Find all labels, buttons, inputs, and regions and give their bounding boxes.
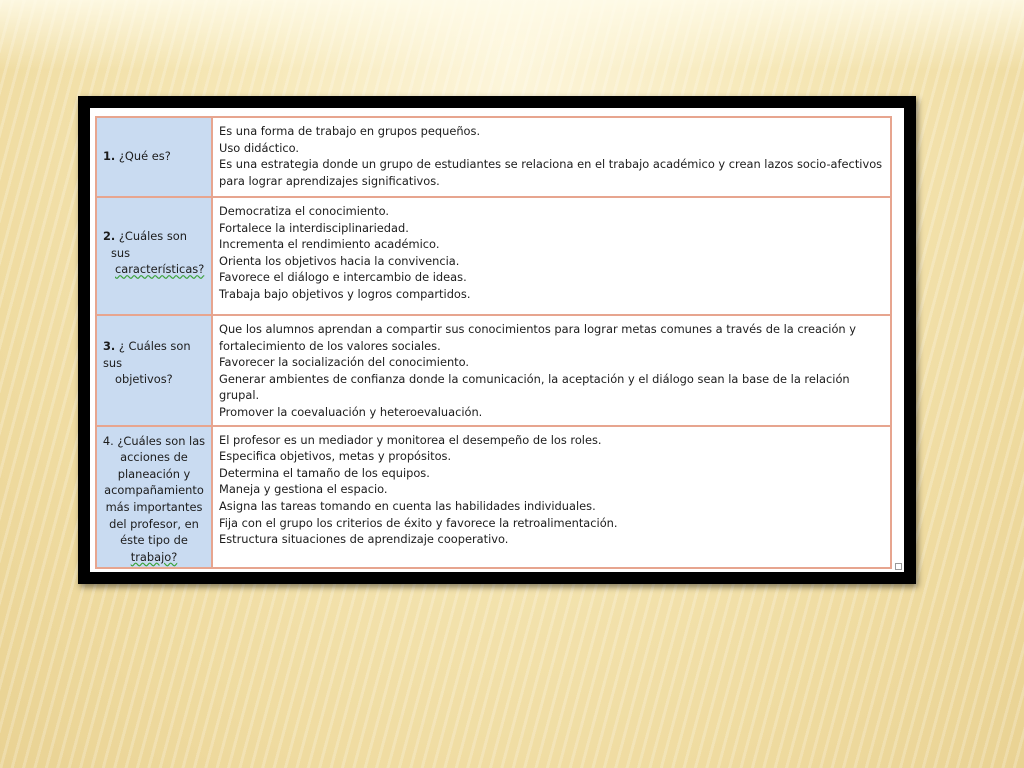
answer-line: Determina el tamaño de los equipos.: [219, 465, 430, 480]
question-cell: [96, 315, 212, 426]
answer-line: Favorecer la socialización del conocimiento.: [219, 355, 470, 370]
table-row: [96, 315, 891, 426]
answer-line: El profesor es un mediador y monitorea el desempeño de los roles.: [219, 432, 602, 447]
question-text: [97, 427, 211, 568]
table-row: [96, 197, 891, 315]
question-line: del profesor, en: [109, 516, 199, 531]
question-number: 1.: [103, 149, 116, 163]
table-row: [96, 426, 891, 569]
question-number: 3.: [103, 339, 116, 353]
question-label: ¿Cuáles son las: [113, 433, 206, 448]
question-label: trabajo?: [130, 549, 178, 564]
answer-cell: [212, 197, 891, 315]
question-cell: [96, 117, 212, 197]
answer-line: Asigna las tareas tomando en cuenta las habilidades individuales.: [219, 498, 596, 513]
answer-cell: [212, 117, 891, 197]
answer-cell: [212, 315, 891, 426]
answer-cell: [212, 426, 891, 569]
question-label: características?: [115, 262, 205, 277]
question-text: [97, 118, 211, 167]
answer-line: Estructura situaciones de aprendizaje cooperativo.: [219, 532, 509, 547]
question-number: 2.: [103, 229, 116, 243]
question-line: más importantes: [105, 499, 203, 514]
answer-line: Que los alumnos aprendan a compartir sus conocimientos para lograr metas comunes a través de la creación y fortalecimiento de los valores sociales.: [219, 322, 856, 353]
question-label: ¿ Cuáles son sus: [103, 339, 191, 370]
question-label: ¿Cuáles son: [115, 229, 187, 243]
document-page: [90, 108, 904, 572]
question-cell: [96, 426, 212, 569]
question-text: [97, 198, 211, 280]
answer-line: Promover la coevaluación y heteroevaluación.: [219, 404, 483, 419]
question-number: 4.: [102, 433, 114, 448]
question-line: planeación y: [117, 466, 191, 481]
embedded-image-frame: [78, 96, 916, 584]
answer-line: Generar ambientes de confianza donde la comunicación, la aceptación y el diálogo sean la base de la relación grupal.: [219, 371, 850, 403]
answer-line: Es una estrategia donde un grupo de estudiantes se relaciona en el trabajo académico y crean lazos socio-afectivos para lograr aprendizajes significativos.: [219, 157, 883, 188]
answer-line: Favorece el diálogo e intercambio de ideas.: [219, 270, 467, 285]
answer-line: Fija con el grupo los criterios de éxito y favorece la retroalimentación.: [219, 515, 618, 530]
question-line: [99, 549, 209, 566]
answer-line: Maneja y gestiona el espacio.: [219, 482, 388, 497]
answer-line: Trabaja bajo objetivos y logros compartidos.: [219, 286, 471, 301]
question-line: objetivos?: [115, 372, 173, 387]
answer-line: Incrementa el rendimiento académico.: [219, 237, 440, 252]
info-table: [95, 116, 892, 569]
question-line: [103, 228, 205, 245]
answer-line: Es una forma de trabajo en grupos pequeños.: [219, 124, 481, 138]
question-label: ¿Qué es?: [115, 149, 171, 163]
question-line: [103, 261, 205, 278]
answer-line: Democratiza el conocimiento.: [219, 204, 389, 218]
question-line: éste tipo de: [120, 533, 188, 548]
answer-line: Uso didáctico.: [219, 140, 300, 155]
question-line: acompañamiento: [104, 483, 204, 498]
question-line: [99, 433, 209, 450]
question-line: acciones de: [120, 450, 188, 465]
answer-line: Orienta los objetivos hacia la convivencia.: [219, 253, 460, 268]
table-row: [96, 117, 891, 197]
question-line: sus: [111, 245, 131, 260]
question-line: [103, 338, 205, 371]
resize-handle-icon[interactable]: [895, 563, 902, 570]
background-highlight: [0, 0, 1024, 70]
question-text: [97, 316, 211, 390]
answer-line: Especifica objetivos, metas y propósitos.: [219, 449, 452, 464]
question-cell: [96, 197, 212, 315]
answer-line: Fortalece la interdisciplinariedad.: [219, 220, 409, 235]
